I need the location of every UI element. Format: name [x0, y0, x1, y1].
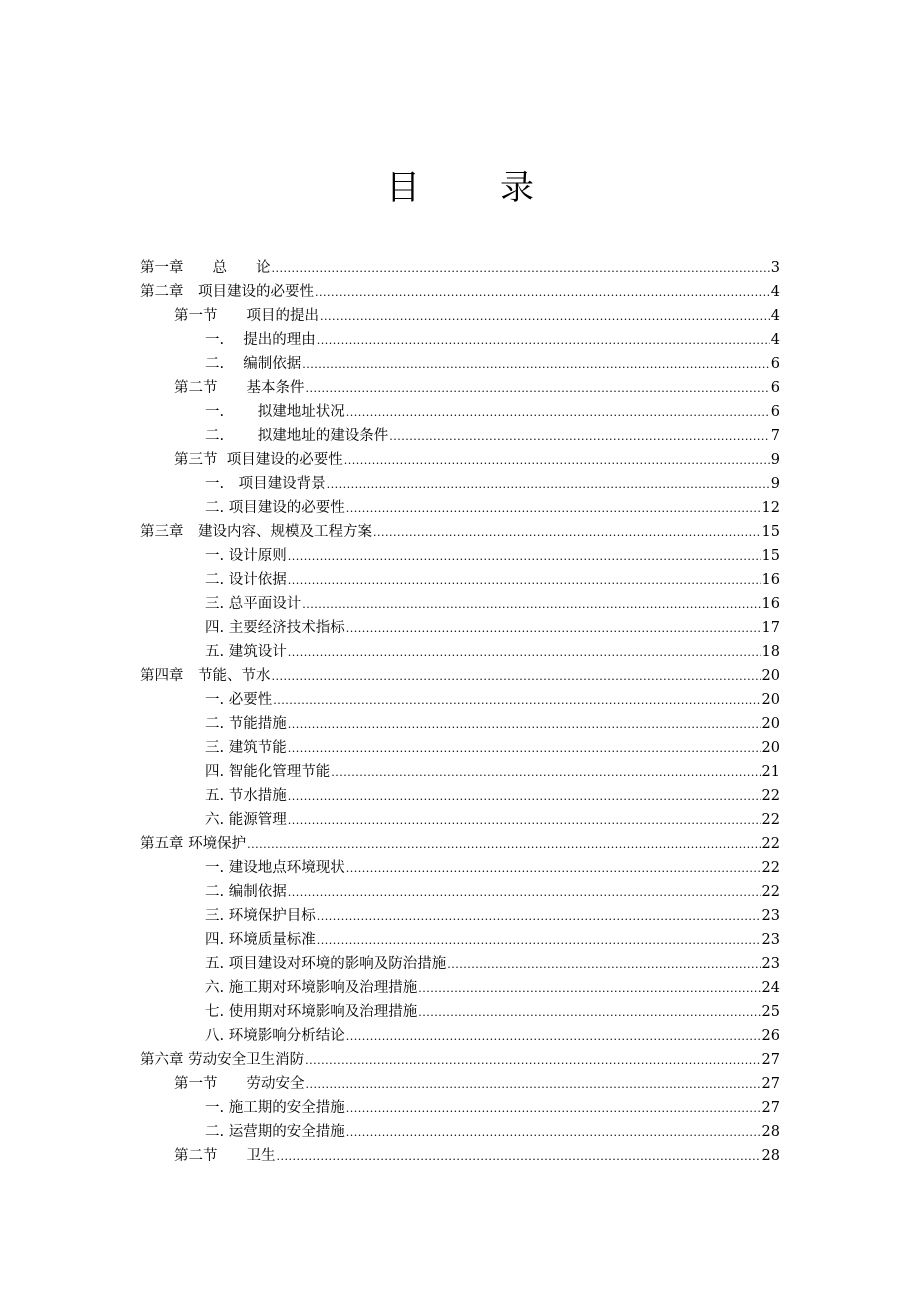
toc-entry[interactable] [205, 952, 780, 976]
toc-entry[interactable] [140, 280, 780, 304]
toc-entry-page-number: 20 [761, 740, 780, 756]
toc-entry[interactable] [205, 592, 780, 616]
toc-entry-page-number: 6 [770, 356, 780, 372]
toc-entry-page-number: 22 [761, 860, 780, 876]
toc-entry-page-number: 9 [770, 452, 780, 468]
toc-entry-label: 二. 设计依据 [205, 572, 287, 588]
toc-dot-leader [346, 617, 761, 641]
toc-entry-label: 三. 环境保护目标 [205, 908, 316, 924]
toc-entry[interactable] [140, 256, 780, 280]
toc-entry-page-number: 6 [770, 380, 780, 396]
toc-entry[interactable] [205, 640, 780, 664]
toc-entry-label: 第六章 劳动安全卫生消防 [140, 1052, 305, 1068]
toc-entry-label: 四. 智能化管理节能 [205, 764, 331, 780]
toc-entry-page-number: 20 [761, 692, 780, 708]
title-char-1: 目 [386, 168, 420, 208]
toc-entry-page-number: 15 [761, 524, 780, 540]
toc-entry-page-number: 9 [770, 476, 780, 492]
toc-dot-leader [346, 1025, 761, 1049]
toc-entry[interactable] [205, 784, 780, 808]
toc-dot-leader [346, 1097, 761, 1121]
toc-entry[interactable] [205, 928, 780, 952]
toc-entry[interactable] [205, 1120, 780, 1144]
toc-dot-leader [344, 449, 770, 473]
toc-entry-label: 五. 建筑设计 [205, 644, 287, 660]
toc-entry[interactable] [174, 376, 780, 400]
toc-entry[interactable] [205, 352, 780, 376]
toc-entry[interactable] [174, 304, 780, 328]
toc-entry-page-number: 28 [761, 1148, 780, 1164]
toc-dot-leader [288, 713, 761, 737]
toc-entry-label: 二. 运营期的安全措施 [205, 1124, 345, 1140]
toc-entry-page-number: 27 [761, 1100, 780, 1116]
toc-entry-label: 一. 拟建地址状况 [205, 404, 345, 420]
toc-entry-page-number: 25 [761, 1004, 780, 1020]
toc-entry-label: 第三章 建设内容、规模及工程方案 [140, 524, 372, 540]
toc-dot-leader [418, 977, 760, 1001]
toc-entry-label: 第五章 环境保护 [140, 836, 247, 852]
toc-entry-label: 第四章 节能、节水 [140, 668, 271, 684]
toc-entry-page-number: 12 [761, 500, 780, 516]
toc-dot-leader [305, 1049, 760, 1073]
toc-entry-label: 四. 主要经济技术指标 [205, 620, 345, 636]
toc-entry-label: 一. 提出的理由 [205, 332, 316, 348]
toc-dot-leader [315, 281, 770, 305]
toc-entry-page-number: 18 [761, 644, 780, 660]
toc-entry-page-number: 26 [761, 1028, 780, 1044]
toc-entry-label: 一. 必要性 [205, 692, 273, 708]
toc-entry-page-number: 15 [761, 548, 780, 564]
toc-entry[interactable] [140, 1048, 780, 1072]
toc-entry[interactable] [205, 1096, 780, 1120]
toc-entry[interactable] [205, 976, 780, 1000]
toc-dot-leader [277, 1145, 761, 1169]
toc-dot-leader [389, 425, 770, 449]
toc-entry[interactable] [205, 688, 780, 712]
toc-entry-label: 一. 项目建设背景 [205, 476, 326, 492]
toc-dot-leader [288, 569, 761, 593]
toc-entry[interactable] [140, 664, 780, 688]
toc-entry-page-number: 16 [761, 596, 780, 612]
toc-entry-label: 一. 设计原则 [205, 548, 287, 564]
toc-dot-leader [288, 737, 761, 761]
toc-entry[interactable] [205, 856, 780, 880]
toc-dot-leader [272, 257, 770, 281]
toc-entry[interactable] [174, 1144, 780, 1168]
toc-entry-label: 六. 施工期对环境影响及治理措施 [205, 980, 418, 996]
toc-dot-leader [317, 329, 770, 353]
toc-dot-leader [320, 305, 770, 329]
toc-entry-label: 第一节 劳动安全 [174, 1076, 305, 1092]
toc-entry[interactable] [205, 424, 780, 448]
toc-entry[interactable] [205, 904, 780, 928]
toc-dot-leader [288, 809, 761, 833]
toc-dot-leader [447, 953, 760, 977]
toc-entry-label: 五. 节水措施 [205, 788, 287, 804]
toc-dot-leader [373, 521, 761, 545]
toc-entry-page-number: 23 [761, 908, 780, 924]
toc-entry-page-number: 21 [761, 764, 780, 780]
page-title [0, 160, 920, 209]
toc-entry-label: 第二章 项目建设的必要性 [140, 284, 314, 300]
toc-entry[interactable] [205, 400, 780, 424]
toc-entry-page-number: 20 [761, 716, 780, 732]
toc-entry-label: 三. 总平面设计 [205, 596, 302, 612]
toc-entry[interactable] [205, 328, 780, 352]
toc-entry-page-number: 4 [770, 308, 780, 324]
toc-dot-leader [346, 1121, 761, 1145]
toc-dot-leader [272, 665, 761, 689]
toc-entry-page-number: 22 [761, 836, 780, 852]
toc-dot-leader [247, 833, 760, 857]
toc-entry[interactable] [205, 472, 780, 496]
toc-dot-leader [302, 593, 760, 617]
toc-entry[interactable] [140, 832, 780, 856]
toc-entry-page-number: 4 [770, 332, 780, 348]
toc-entry-label: 第二节 基本条件 [174, 380, 305, 396]
toc-dot-leader [302, 353, 770, 377]
toc-entry-page-number: 22 [761, 788, 780, 804]
toc-entry-label: 四. 环境质量标准 [205, 932, 316, 948]
toc-entry-label: 二. 拟建地址的建设条件 [205, 428, 389, 444]
toc-entry-label: 一. 施工期的安全措施 [205, 1100, 345, 1116]
toc-entry-page-number: 24 [761, 980, 780, 996]
toc-dot-leader [306, 377, 770, 401]
toc-entry-page-number: 20 [761, 668, 780, 684]
toc-entry-page-number: 7 [770, 428, 780, 444]
toc-entry[interactable] [205, 1024, 780, 1048]
toc-entry-label: 三. 建筑节能 [205, 740, 287, 756]
toc-entry[interactable] [205, 808, 780, 832]
toc-dot-leader [346, 401, 770, 425]
toc-dot-leader [288, 641, 761, 665]
toc-entry[interactable] [205, 712, 780, 736]
toc-entry-label: 一. 建设地点环境现状 [205, 860, 345, 876]
toc-dot-leader [418, 1001, 760, 1025]
toc-entry-label: 二. 编制依据 [205, 884, 287, 900]
toc-entry-page-number: 22 [761, 812, 780, 828]
toc-entry-label: 六. 能源管理 [205, 812, 287, 828]
toc-entry[interactable] [205, 544, 780, 568]
toc-entry[interactable] [205, 496, 780, 520]
toc-dot-leader [273, 689, 760, 713]
toc-entry-label: 第一章 总 论 [140, 260, 271, 276]
toc-dot-leader [317, 905, 761, 929]
toc-entry[interactable] [205, 880, 780, 904]
toc-entry-label: 七. 使用期对环境影响及治理措施 [205, 1004, 418, 1020]
toc-entry-label: 第三节 项目建设的必要性 [174, 452, 343, 468]
toc-entry-page-number: 17 [761, 620, 780, 636]
toc-entry-label: 二. 节能措施 [205, 716, 287, 732]
toc-entry[interactable] [140, 520, 780, 544]
toc-entry-page-number: 23 [761, 956, 780, 972]
toc-entry-label: 第一节 项目的提出 [174, 308, 319, 324]
toc-dot-leader [288, 545, 761, 569]
toc-dot-leader [306, 1073, 761, 1097]
toc-entry-page-number: 22 [761, 884, 780, 900]
toc-entry[interactable] [205, 1000, 780, 1024]
toc-entry-label: 二. 项目建设的必要性 [205, 500, 345, 516]
toc-entry-label: 五. 项目建设对环境的影响及防治措施 [205, 956, 447, 972]
toc-dot-leader [346, 857, 761, 881]
table-of-contents [0, 256, 920, 1168]
toc-entry[interactable] [205, 736, 780, 760]
toc-entry-page-number: 3 [770, 260, 780, 276]
toc-entry-page-number: 6 [770, 404, 780, 420]
toc-entry[interactable] [205, 568, 780, 592]
toc-entry-page-number: 23 [761, 932, 780, 948]
toc-entry-page-number: 28 [761, 1124, 780, 1140]
toc-dot-leader [317, 929, 761, 953]
toc-entry-page-number: 16 [761, 572, 780, 588]
toc-entry-page-number: 4 [770, 284, 780, 300]
toc-dot-leader [288, 785, 761, 809]
toc-dot-leader [346, 497, 761, 521]
title-char-2: 录 [500, 168, 534, 208]
toc-entry[interactable] [205, 616, 780, 640]
toc-entry-label: 二. 编制依据 [205, 356, 302, 372]
toc-entry-label: 八. 环境影响分析结论 [205, 1028, 345, 1044]
toc-entry[interactable] [174, 448, 780, 472]
toc-dot-leader [327, 473, 770, 497]
toc-entry-page-number: 27 [761, 1076, 780, 1092]
toc-dot-leader [288, 881, 761, 905]
toc-entry-page-number: 27 [761, 1052, 780, 1068]
toc-entry[interactable] [174, 1072, 780, 1096]
toc-dot-leader [331, 761, 760, 785]
toc-entry-label: 第二节 卫生 [174, 1148, 276, 1164]
toc-entry[interactable] [205, 760, 780, 784]
